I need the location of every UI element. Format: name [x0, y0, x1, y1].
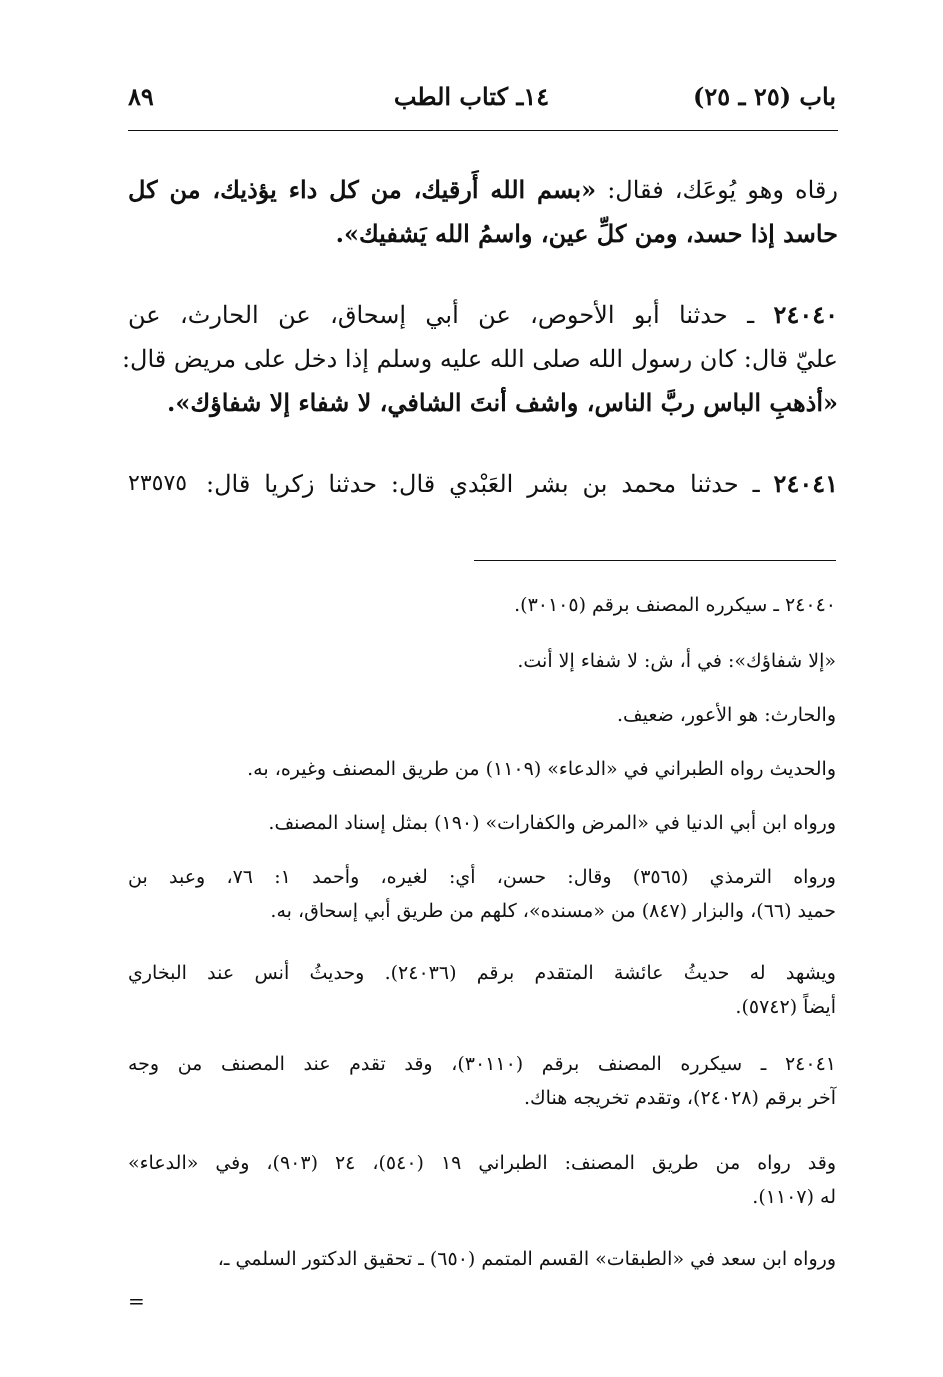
footnote-line: وقد رواه من طريق المصنف: الطبراني ١٩ (٥٤٠)، ٢٤ (٩٠٣)، وفي «الدعاء» [128, 1152, 837, 1174]
continuation-mark: = [128, 1289, 145, 1313]
page-number: ٨٩ [128, 82, 154, 111]
hadith-24041 [206, 462, 838, 506]
footnote [128, 806, 836, 840]
footnote [128, 588, 836, 622]
footnote-line: ٢٤٠٤٠ ـ سيكرره المصنف برقم (٣٠١٠٥). [514, 594, 836, 616]
margin-reference-number: ٢٣٥٧٥ [128, 471, 188, 496]
book-title: ١٤ـ كتاب الطب [393, 82, 550, 111]
narration-text: رقاه وهو يُوعَك، فقال: [596, 176, 838, 204]
footnote-line: له (١١٠٧). [752, 1186, 836, 1208]
footnote-line: ورواه ابن سعد في «الطبقات» القسم المتمم (٦٥٠) ـ تحقيق الدكتور السلمي ـ، [217, 1248, 836, 1270]
footnote [128, 860, 836, 928]
text-line: عليّ قال: كان رسول الله صلى الله عليه وسلم إذا دخل على مريض قال: [121, 345, 838, 373]
text-line [128, 168, 838, 212]
footnote [128, 1146, 836, 1214]
footnote [128, 956, 836, 1024]
supplication-text: «بسم الله أَرقيك، من كل داء يؤذيك، من كل [128, 175, 597, 204]
footnote-line: ٢٤٠٤١ ـ سيكرره المصنف برقم (٣٠١١٠)، وقد تقدم عند المصنف من وجه [128, 1053, 836, 1075]
hadith-number: ٢٤٠٤١ [773, 469, 838, 498]
footnote-line: ورواه الترمذي (٣٥٦٥) وقال: حسن، أي: لغيره، وأحمد ١: ٧٦، وعبد بن [128, 866, 836, 888]
supplication-text: «أذهبِ الباس ربَّ الناس، واشف أنتَ الشافي، لا شفاء إلا شفاؤك». [167, 388, 838, 417]
footnote [128, 644, 836, 678]
footnote-line: «إلا شفاؤك»: في أ، ش: لا شفاء إلا أنت. [517, 650, 836, 672]
footnote-line: ويشهد له حديثُ عائشة المتقدم برقم (٢٤٠٣٦). وحديثُ أنس عند البخاري [128, 962, 836, 984]
chapter-reference: باب (٢٥ ـ ٢٥) [693, 82, 836, 111]
text-line [206, 462, 838, 506]
footnote [128, 698, 836, 732]
footnote [128, 1242, 836, 1276]
footnote-line: والحارث: هو الأعور، ضعيف. [616, 704, 836, 726]
text-line [128, 293, 838, 337]
footnote-divider [474, 560, 836, 561]
isnad-text: ـ حدثنا أبو الأحوص، عن أبي إسحاق، عن الحارث، عن [128, 301, 774, 329]
footnote-line: حميد (٦٦)، والبزار (٨٤٧) من «مسنده»، كلهم من طريق أبي إسحاق، به. [270, 900, 836, 922]
footnote-line: والحديث رواه الطبراني في «الدعاء» (١١٠٩) من طريق المصنف وغيره، به. [247, 758, 836, 780]
hadith-24040 [121, 293, 838, 425]
header-divider [128, 130, 838, 131]
supplication-text: حاسد إذا حسد، ومن كلِّ عين، واسمُ الله يَشفيك». [335, 219, 838, 248]
footnote-line: ورواه ابن أبي الدنيا في «المرض والكفارات» (١٩٠) بمثل إسناد المصنف. [268, 812, 836, 834]
hadith-number: ٢٤٠٤٠ [773, 300, 838, 329]
footnote-line: أيضاً (٥٧٤٢). [735, 996, 836, 1018]
footnote [128, 752, 836, 786]
footnote [128, 1047, 836, 1115]
isnad-text: ـ حدثنا محمد بن بشر العَبْدي قال: حدثنا زكريا قال: [206, 470, 774, 498]
footnote-line: آخر برقم (٢٤٠٢٨)، وتقدم تخريجه هناك. [523, 1087, 836, 1109]
hadith-paragraph-continuation [128, 168, 838, 256]
